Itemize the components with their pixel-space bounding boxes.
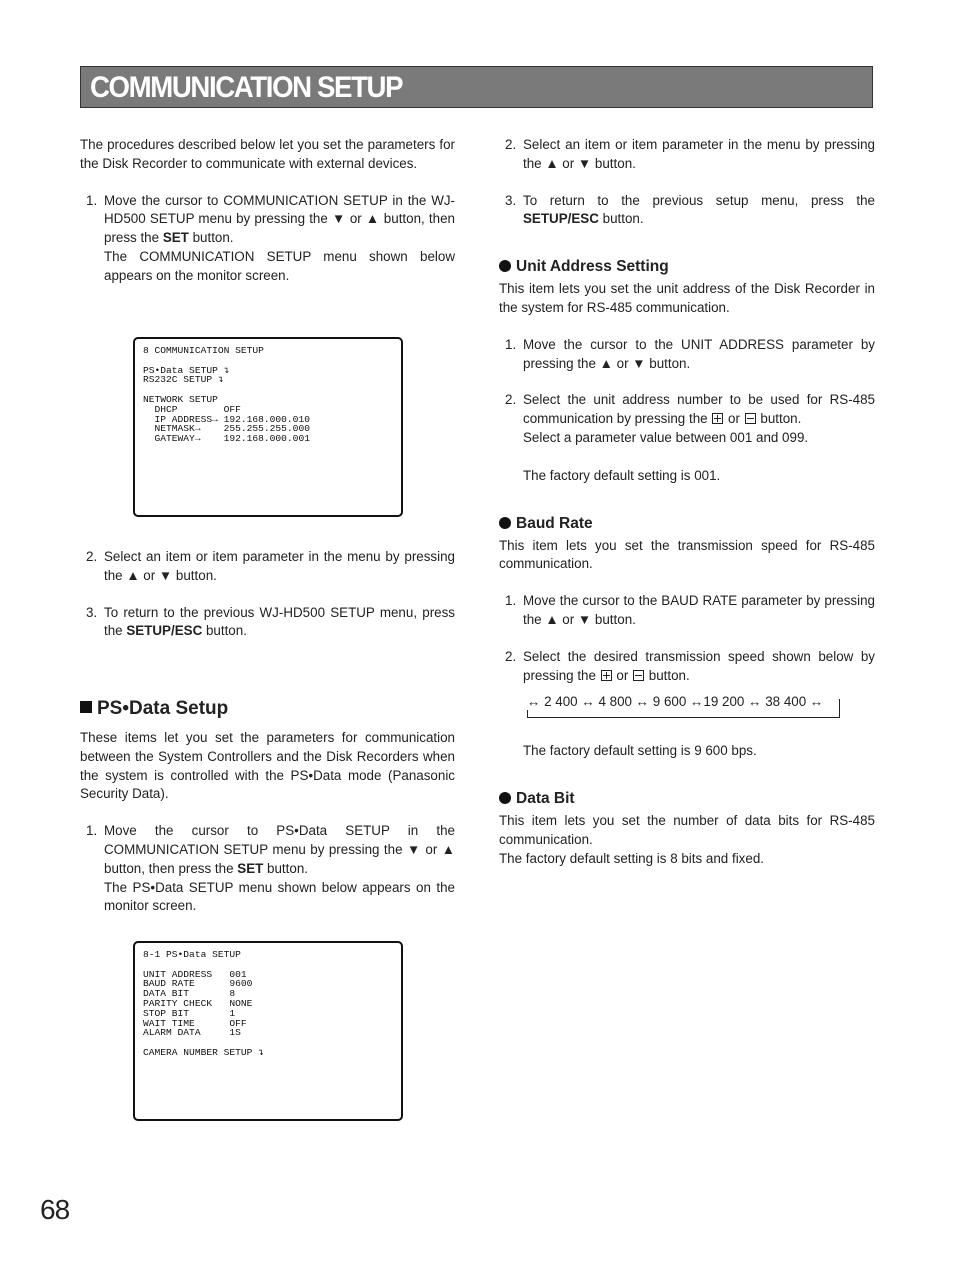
step-text: To return to the previous WJ-HD500 SETUP menu, press the [104, 604, 455, 639]
step-number: 3. [86, 604, 98, 620]
unit-step-2 [499, 391, 875, 485]
step-2 [80, 548, 455, 586]
step-text: button. [645, 667, 690, 683]
step-text: Select the unit address number to be used for RS-485 communication by pressing the [523, 392, 875, 427]
step-note: Select a parameter value between 001 and 099. [523, 429, 809, 445]
page-title: COMMUNICATION SETUP [90, 71, 403, 104]
baud-rate-cycle-text: ↔ 2 400 ↔ 4 800 ↔ 9 600 ↔19 200 ↔ 38 400 ↔ [527, 694, 824, 710]
baud-rate-cycle [527, 694, 840, 718]
bullet-dot-icon [499, 517, 511, 529]
right-step-2 [499, 136, 875, 174]
step-number: 1. [86, 823, 98, 839]
bullet-dot-icon [499, 792, 511, 804]
step-text: or [724, 411, 744, 427]
step-text: Select an item or item parameter in the menu by pressing the ▲ or ▼ button. [523, 137, 875, 171]
right-column [499, 136, 875, 869]
step-number: 2. [505, 648, 517, 664]
step-text: Move the cursor to the UNIT ADDRESS parameter by pressing the ▲ or ▼ button. [523, 336, 875, 371]
step-number: 2. [86, 549, 98, 564]
step-number: 2. [505, 392, 517, 408]
unit-address-heading: Unit Address Setting [499, 257, 875, 277]
baud-rate-heading: Baud Rate [499, 514, 875, 534]
setup-esc-button-name: SETUP/ESC [523, 211, 599, 227]
step-text: To return to the previous setup menu, press the [523, 192, 875, 208]
step-1 [80, 192, 455, 286]
minus-button-icon [633, 670, 644, 681]
baud-step-2 [499, 648, 875, 686]
step-note: The COMMUNICATION SETUP menu shown below appears on the monitor screen. [104, 248, 455, 283]
plus-button-icon [601, 670, 612, 681]
left-column [80, 136, 455, 286]
ps-data-section [80, 697, 455, 916]
ps-data-heading: PS•Data Setup [97, 698, 229, 719]
step-text: Move the cursor to COMMUNICATION SETUP in the WJ-HD500 SETUP menu by pressing the ▼ or ▲ button, then press the [104, 192, 455, 246]
data-bit-heading: Data Bit [499, 789, 875, 809]
step-text: Move the cursor to the BAUD RATE parameter by pressing the ▲ or ▼ button. [523, 593, 875, 627]
intro-paragraph: The procedures described below let you set the parameters for the Disk Recorder to communicate with external devices. [80, 137, 455, 171]
plus-button-icon [712, 413, 723, 424]
step-number: 3. [505, 192, 517, 208]
step-text: button. [202, 623, 247, 639]
right-step-3 [499, 192, 875, 230]
unit-default: The factory default setting is 001. [523, 467, 721, 483]
step-text: or [612, 667, 633, 683]
minus-button-icon [745, 413, 756, 424]
left-column-steps [80, 548, 455, 641]
step-text: Select the desired transmission speed shown below by pressing the [523, 648, 875, 683]
step-text: Move the cursor to PS•Data SETUP in the COMMUNICATION SETUP menu by pressing the ▼ or ▲ button, then press the [104, 823, 455, 876]
step-text: button. [756, 411, 802, 427]
step-number: 1. [505, 336, 517, 352]
step-text: Select an item or item parameter in the menu by pressing the ▲ or ▼ button. [104, 549, 455, 583]
title-bar [80, 66, 873, 108]
setup-esc-button-name: SETUP/ESC [126, 623, 203, 639]
communication-setup-screen: 8 COMMUNICATION SETUP PS•Data SETUP ↴ RS232C SETUP ↴ NETWORK SETUP DHCP OFF IP ADDRESS→ 192.168.000.010 NETMASK→ 255.255.255.000 GATEWAY→ 192.168.000.001 [133, 337, 403, 517]
step-note: The PS•Data SETUP menu shown below appears on the monitor screen. [104, 879, 455, 914]
step-text: button. [188, 230, 234, 246]
ps-data-intro: These items let you set the parameters for communication between the System Controllers and the Disk Recorders when the system is controlled with the PS•Data mode (Panasonic Security Data). [80, 730, 455, 802]
step-number: 2. [505, 137, 517, 152]
baud-rate-intro: This item lets you set the transmission speed for RS-485 communication. [499, 537, 875, 572]
ps-step-1 [80, 822, 455, 916]
step-number: 1. [86, 192, 98, 208]
section-heading [80, 697, 455, 721]
step-number: 1. [505, 593, 517, 609]
unit-address-intro: This item lets you set the unit address of the Disk Recorder in the system for RS-485 communication. [499, 281, 875, 315]
step-3 [80, 604, 455, 642]
step-text: button. [598, 211, 644, 227]
data-bit-intro: This item lets you set the number of data bits for RS-485 communication. [499, 813, 875, 847]
step-text: button. [263, 860, 308, 876]
unit-step-1 [499, 336, 875, 374]
set-button-name: SET [162, 230, 189, 246]
set-button-name: SET [237, 860, 264, 876]
bullet-dot-icon [499, 260, 511, 272]
ps-data-setup-screen: 8-1 PS•Data SETUP UNIT ADDRESS 001 BAUD RATE 9600 DATA BIT 8 PARITY CHECK NONE STOP BIT 1 WAIT TIME OFF ALARM DATA 1S CAMERA NUMBER SETUP ↴ [133, 941, 403, 1121]
baud-default: The factory default setting is 9 600 bps. [523, 743, 757, 759]
data-bit-default: The factory default setting is 8 bits and fixed. [499, 850, 764, 866]
baud-step-1 [499, 592, 875, 630]
square-bullet-icon [80, 701, 92, 713]
page-number: 68 [40, 1194, 70, 1225]
